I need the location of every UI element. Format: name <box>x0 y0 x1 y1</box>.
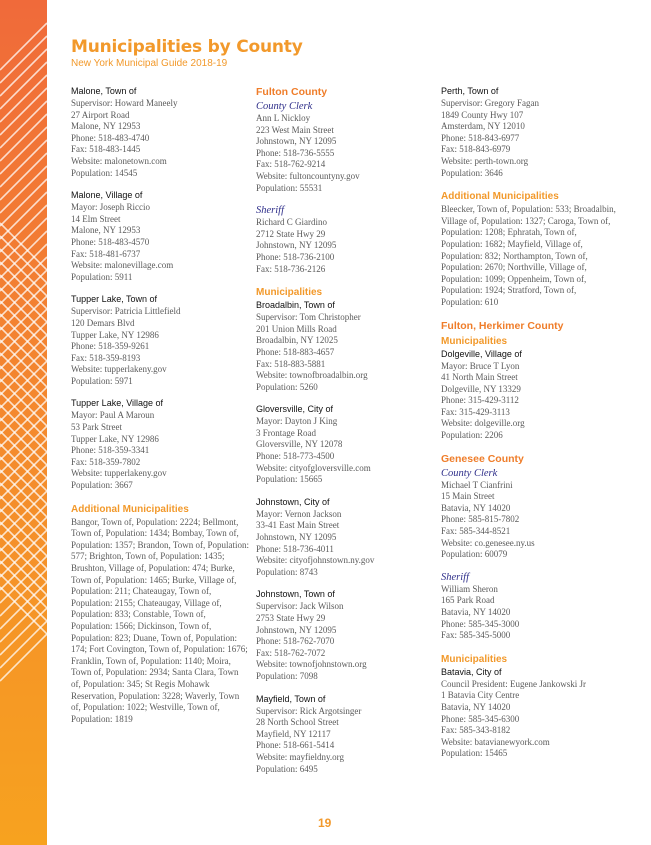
office-heading: Sheriff <box>441 571 469 583</box>
municipality-entry <box>71 190 249 283</box>
entry-line: Website: tupperlakeny.gov <box>71 364 167 375</box>
entry-line: Michael T Cianfrini <box>441 479 513 490</box>
entry-line: 28 North School Street <box>256 717 339 728</box>
entry-line: Website: fultoncountyny.gov <box>256 170 360 181</box>
entry-line: Website: malonetown.com <box>71 155 167 166</box>
pattern-line <box>0 231 47 278</box>
section-heading-additional: Additional Municipalities <box>71 503 189 515</box>
entry-line: Phone: 518-359-9261 <box>71 341 150 352</box>
pattern-line <box>0 574 47 621</box>
pattern-line <box>0 353 47 400</box>
municipality-entry <box>71 294 249 387</box>
municipality-name: Johnstown, City of <box>256 496 330 507</box>
entry-line: Website: batavianewyork.com <box>441 736 550 747</box>
entry-line: Website: malonevillage.com <box>71 260 174 271</box>
entry-line: Malone, NY 12953 <box>71 121 141 132</box>
entry-line: Supervisor: Rick Argotsinger <box>256 705 362 716</box>
entry-line: Fax: 518-481-6737 <box>71 248 141 259</box>
entry-line: Tupper Lake, NY 12986 <box>71 329 159 340</box>
office-heading: County Clerk <box>256 101 313 112</box>
pattern-line <box>0 114 47 161</box>
entry-line: 2712 State Hwy 29 <box>256 228 326 239</box>
entry-line: Phone: 585-345-3000 <box>441 618 520 629</box>
entry-line: Fax: 518-762-9214 <box>256 159 326 170</box>
entry-line: Population: 3646 <box>441 167 503 178</box>
entry-line: Fax: 518-736-2126 <box>256 263 326 274</box>
sheriff-block <box>256 205 434 275</box>
pattern-line <box>0 218 47 265</box>
entry-line: Tupper Lake, NY 12986 <box>71 433 159 444</box>
pattern-line <box>0 418 47 465</box>
pattern-line <box>0 223 47 270</box>
section-heading-municipalities: Municipalities <box>256 287 323 299</box>
pattern-line <box>0 236 47 283</box>
entry-line: Phone: 518-773-4500 <box>256 451 335 462</box>
pattern-line <box>0 522 47 569</box>
entry-line: Batavia, NY 14020 <box>441 607 511 617</box>
entry-line: Fax: 518-359-7802 <box>71 456 141 467</box>
pattern-line <box>0 392 47 439</box>
entry-line: Council President: Eugene Jankowski Jr <box>441 678 586 689</box>
entry-line: Richard C Giardino <box>256 217 327 228</box>
entry-line: Website: mayfieldny.org <box>256 751 345 762</box>
entry-line: Amsterdam, NY 12010 <box>441 121 525 132</box>
section-heading-municipalities: Municipalities <box>441 335 508 347</box>
entry-line: Gloversville, NY 12078 <box>256 439 343 450</box>
municipality-name: Mayfield, Town of <box>256 693 326 704</box>
municipality-name: Tupper Lake, Village of <box>71 398 164 409</box>
entry-line: Phone: 585-815-7802 <box>441 514 520 525</box>
entry-line: Population: 5971 <box>71 375 133 386</box>
diamond-pattern <box>0 0 47 845</box>
entry-line: Ann L Nickloy <box>256 113 311 123</box>
entry-line: Fax: 315-429-3113 <box>441 406 510 417</box>
entry-line: Fax: 518-843-6979 <box>441 144 511 155</box>
entry-line: 1849 County Hwy 107 <box>441 109 524 120</box>
page-subtitle: New York Municipal Guide 2018-19 <box>71 58 228 69</box>
municipality-entry <box>441 667 619 760</box>
entry-line: Broadalbin, NY 12025 <box>256 335 338 346</box>
pattern-line <box>0 379 47 426</box>
entry-line: Phone: 518-762-7070 <box>256 636 335 647</box>
entry-line: Phone: 518-736-5555 <box>256 147 335 158</box>
entry-line: Website: cityofgloversville.com <box>256 462 371 473</box>
entry-line: Phone: 518-661-5414 <box>256 740 335 751</box>
pattern-line <box>0 457 47 504</box>
municipality-entry <box>71 398 249 491</box>
county-clerk-block <box>256 101 434 194</box>
entry-line: Website: perth-town.org <box>441 155 529 166</box>
pattern-line <box>0 444 47 491</box>
pattern-line <box>0 431 47 478</box>
entry-line: Batavia, NY 14020 <box>441 701 511 712</box>
additional-municipalities-text: Bleecker, Town of, Population: 533; Broadalbin, Village of, Population: 1327; Caroga, Town of, Population: 1208; Ephratah, Town of, Population: 1682; Mayfield, Village of, Population: 832; Northampton, Town of, Population: 2670; Northville, Village of, Population: 1099; Oppenheim, Town of, Population: 1924; Stratford, Town of, Population: 610 <box>441 204 616 307</box>
pattern-line <box>0 127 47 174</box>
pattern-line <box>0 153 47 200</box>
municipality-name: Dolgeville, Village of <box>441 348 522 359</box>
entry-line: Fax: 518-359-8193 <box>71 352 141 363</box>
pattern-line <box>0 49 47 96</box>
entry-line: Mayor: Bruce T Lyon <box>441 360 520 371</box>
entry-line: Phone: 518-736-2100 <box>256 251 335 262</box>
entry-line: Phone: 518-843-6977 <box>441 132 520 143</box>
sheriff-block <box>441 572 619 642</box>
additional-municipalities-text: Bangor, Town of, Population: 2224; Bellmont, Town of, Population: 1434; Bombay, Town of, Population: 1357; Brandon, Town of, Population: 577; Brighton, Town of, Population: 1435; Brushton, Village of, Population: 474; Burke, Town of, Population: 1465; Burke, Village of, Population: 211; Chateaugay, Town of, Population: 2155; Chateaugay, Village of, Population: 833; Constable, Town of, Population: 1566; Dickinson, Town of, Population: 823; Duane, Town of, Population: 174; Fort Covington, Town of, Population: 1676; Franklin, Town of, Population: 1140; Moira, Town of, Population: 2934; Santa Clara, Town of, Population: 345; St Regis Mohawk Reservation, Population: 3228; Waverly, Town of, Population: 1022; Westville, Town of, Population: 1819 <box>71 516 249 724</box>
pattern-line <box>0 23 47 70</box>
column-3 <box>441 86 619 771</box>
entry-line: Fax: 518-883-5881 <box>256 358 326 369</box>
entry-line: Mayor: Dayton J King <box>256 416 338 427</box>
entry-line: Supervisor: Gregory Fagan <box>441 98 539 108</box>
section-heading-additional: Additional Municipalities <box>441 191 559 203</box>
entry-line: Fax: 585-344-8521 <box>441 526 511 537</box>
entry-line: Population: 14545 <box>71 167 138 178</box>
entry-line: Johnstown, NY 12095 <box>256 136 337 147</box>
pattern-line <box>0 205 47 252</box>
column-1 <box>71 86 249 736</box>
pattern-line <box>0 36 47 83</box>
entry-line: Fax: 585-343-8182 <box>441 725 511 736</box>
entry-line: 1 Batavia City Centre <box>441 690 520 701</box>
page-title: Municipalities by County <box>71 37 303 57</box>
entry-line: Population: 5911 <box>71 271 133 282</box>
municipality-name: Broadalbin, Town of <box>256 300 335 311</box>
municipality-entry <box>441 349 619 442</box>
entry-line: Malone, NY 12953 <box>71 225 141 236</box>
entry-line: 120 Demars Blvd <box>71 317 135 328</box>
entry-line: Population: 15465 <box>441 748 508 759</box>
pattern-line <box>0 509 47 556</box>
entry-line: 14 Elm Street <box>71 213 121 224</box>
entry-line: Phone: 518-736-4011 <box>256 543 334 554</box>
entry-line: 41 North Main Street <box>441 372 518 383</box>
municipality-name: Tupper Lake, Town of <box>71 294 158 305</box>
entry-line: Phone: 315-429-3112 <box>441 395 519 406</box>
entry-line: Phone: 518-483-4740 <box>71 132 150 143</box>
municipality-name: Gloversville, City of <box>256 404 334 415</box>
entry-line: Phone: 518-483-4570 <box>71 236 150 247</box>
pattern-line <box>0 88 47 135</box>
municipality-name: Batavia, City of <box>441 666 502 677</box>
pattern-line <box>0 470 47 517</box>
entry-line: Dolgeville, NY 13329 <box>441 383 521 394</box>
entry-line: 15 Main Street <box>441 491 495 502</box>
pattern-line <box>0 587 47 634</box>
entry-line: 223 West Main Street <box>256 124 334 135</box>
municipality-entry <box>256 300 434 393</box>
pattern-line <box>0 192 47 239</box>
entry-line: Mayor: Joseph Riccio <box>71 202 150 213</box>
entry-line: Mayor: Paul A Maroun <box>71 410 155 421</box>
county-heading: Genesee County <box>441 452 524 465</box>
pattern-line <box>0 548 47 595</box>
pattern-line <box>0 75 47 122</box>
entry-line: Website: dolgeville.org <box>441 418 525 429</box>
entry-line: Website: cityofjohnstown.ny.gov <box>256 555 375 566</box>
entry-line: Population: 55531 <box>256 182 323 193</box>
pattern-line <box>0 561 47 608</box>
entry-line: 201 Union Mills Road <box>256 323 337 334</box>
pattern-line <box>0 62 47 109</box>
municipality-entry <box>256 694 434 776</box>
entry-line: Population: 2206 <box>441 430 503 441</box>
pattern-line <box>0 140 47 187</box>
section-heading-municipalities: Municipalities <box>441 653 508 665</box>
pattern-line <box>0 288 47 335</box>
entry-line: 3 Frontage Road <box>256 427 316 438</box>
entry-line: Phone: 585-345-6300 <box>441 713 520 724</box>
entry-line: Website: townofjohnstown.org <box>256 659 367 670</box>
entry-line: William Sheron <box>441 583 498 594</box>
entry-line: Supervisor: Jack Wilson <box>256 601 344 612</box>
entry-line: Johnstown, NY 12095 <box>256 624 337 635</box>
pattern-line <box>0 483 47 530</box>
municipality-name: Malone, Village of <box>71 190 143 201</box>
page-number: 19 <box>318 816 332 830</box>
municipality-name: Perth, Town of <box>441 86 499 96</box>
entry-line: Population: 5260 <box>256 381 318 392</box>
entry-line: Supervisor: Patricia Littlefield <box>71 306 181 317</box>
municipality-name: Johnstown, Town of <box>256 589 335 600</box>
office-heading: County Clerk <box>441 467 498 479</box>
pattern-line <box>0 101 47 148</box>
municipality-entry <box>441 86 619 179</box>
municipality-entry <box>256 497 434 579</box>
decorative-side-band <box>0 0 47 845</box>
pattern-line <box>0 179 47 226</box>
entry-line: Population: 60079 <box>441 549 508 560</box>
municipality-entry <box>256 589 434 682</box>
pattern-line <box>0 327 47 374</box>
entry-line: Mayfield, NY 12117 <box>256 728 331 739</box>
entry-line: Johnstown, NY 12095 <box>256 240 337 251</box>
entry-line: Phone: 518-359-3341 <box>71 445 150 456</box>
pattern-line <box>0 262 47 309</box>
entry-line: Fax: 585-345-5000 <box>441 630 511 641</box>
pattern-line <box>0 634 47 681</box>
entry-line: Website: tupperlakeny.gov <box>71 468 167 479</box>
pattern-line <box>0 244 47 291</box>
county-clerk-block <box>441 468 619 561</box>
entry-line: Population: 6495 <box>256 763 318 774</box>
county-heading: Fulton, Herkimer County <box>441 319 564 332</box>
entry-line: 2753 State Hwy 29 <box>256 613 326 623</box>
office-heading: Sheriff <box>256 205 284 217</box>
pattern-line <box>0 366 47 413</box>
entry-line: Population: 3667 <box>71 480 133 491</box>
municipality-name: Malone, Town of <box>71 86 137 96</box>
pattern-line <box>0 166 47 213</box>
entry-line: Supervisor: Howard Maneely <box>71 98 178 108</box>
pattern-line <box>0 249 47 296</box>
pattern-line <box>0 496 47 543</box>
entry-line: Fax: 518-483-1445 <box>71 144 141 155</box>
entry-line: 33-41 East Main Street <box>256 520 340 531</box>
municipality-entry <box>256 404 434 486</box>
entry-line: Website: co.genesee.ny.us <box>441 537 535 548</box>
entry-line: Batavia, NY 14020 <box>441 502 511 513</box>
entry-line: Population: 8743 <box>256 566 318 577</box>
entry-line: Johnstown, NY 12095 <box>256 532 337 543</box>
entry-line: Website: townofbroadalbin.org <box>256 370 368 381</box>
pattern-line <box>0 340 47 387</box>
pattern-line <box>0 405 47 452</box>
pattern-line <box>0 301 47 348</box>
entry-line: Phone: 518-883-4657 <box>256 346 335 357</box>
pattern-line <box>0 275 47 322</box>
pattern-line <box>0 314 47 361</box>
entry-line: 27 Airport Road <box>71 109 130 120</box>
entry-line: Population: 7098 <box>256 670 318 681</box>
column-2 <box>256 86 434 786</box>
entry-line: Population: 15665 <box>256 474 323 485</box>
entry-line: Supervisor: Tom Christopher <box>256 312 361 323</box>
pattern-line <box>0 535 47 582</box>
entry-line: 165 Park Road <box>441 595 495 606</box>
entry-line: 53 Park Street <box>71 422 122 433</box>
entry-line: Fax: 518-762-7072 <box>256 647 326 658</box>
municipality-entry <box>71 86 249 179</box>
entry-line: Mayor: Vernon Jackson <box>256 508 342 519</box>
county-heading: Fulton County <box>256 86 328 98</box>
